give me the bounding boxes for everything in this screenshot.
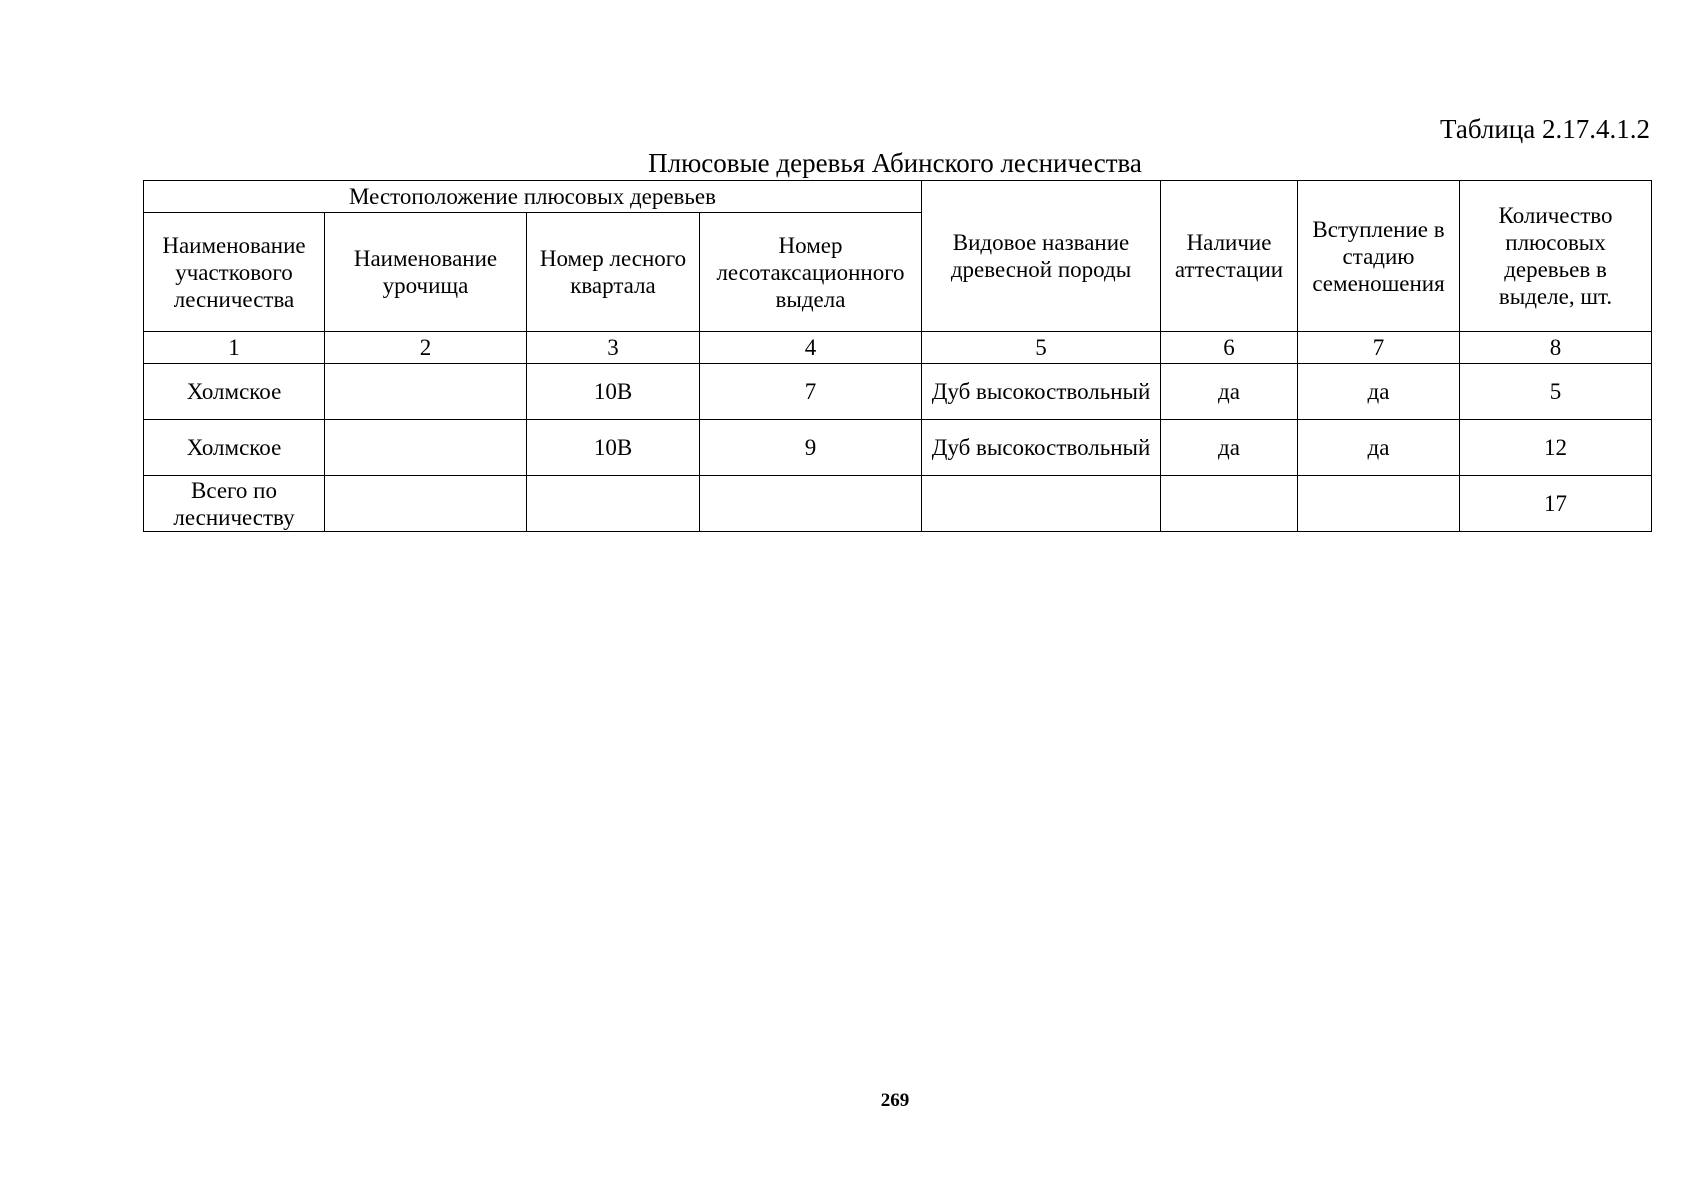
cell-tract [325, 364, 527, 420]
table-row [144, 420, 1652, 476]
cell-district: Холмское [144, 420, 325, 476]
column-number-row [144, 332, 1652, 364]
column-number: 4 [700, 332, 922, 364]
table-title: Плюсовые деревья Абинского лесничества [648, 148, 1142, 178]
header-tree-count: Количество плюсовых деревьев в выделе, шт. [1460, 181, 1652, 332]
table-row [144, 364, 1652, 420]
header-district-forestry: Наименование участкового лесничества [144, 213, 325, 332]
total-cell [1298, 476, 1460, 532]
cell-quarter: 10В [527, 420, 700, 476]
column-number: 2 [325, 332, 527, 364]
cell-attestation: да [1161, 364, 1298, 420]
cell-attestation: да [1161, 420, 1298, 476]
cell-district: Холмское [144, 364, 325, 420]
cell-count: 12 [1460, 420, 1652, 476]
total-cell [325, 476, 527, 532]
header-quarter-number: Номер лесного квартала [527, 213, 700, 332]
header-seed-stage: Вступление в стадию семеношения [1298, 181, 1460, 332]
cell-seed-stage: да [1298, 420, 1460, 476]
table-caption: Таблица 2.17.4.1.2 [1440, 114, 1650, 144]
column-number: 7 [1298, 332, 1460, 364]
cell-seed-stage: да [1298, 364, 1460, 420]
column-number: 3 [527, 332, 700, 364]
total-cell [527, 476, 700, 532]
total-row [144, 476, 1652, 532]
cell-species: Дуб высокоствольный [922, 420, 1161, 476]
total-cell [922, 476, 1161, 532]
column-number: 8 [1460, 332, 1652, 364]
header-attestation: Наличие аттестации [1161, 181, 1298, 332]
cell-count: 5 [1460, 364, 1652, 420]
cell-tract [325, 420, 527, 476]
header-allotment-number: Номер лесотаксационного выдела [700, 213, 922, 332]
total-count: 17 [1460, 476, 1652, 532]
page-number: 269 [880, 1090, 910, 1111]
cell-allotment: 9 [700, 420, 922, 476]
cell-species: Дуб высокоствольный [922, 364, 1161, 420]
plus-trees-table [143, 180, 1652, 532]
total-label: Всего по лесничеству [144, 476, 325, 532]
column-number: 5 [922, 332, 1161, 364]
column-number: 6 [1161, 332, 1298, 364]
header-location-group: Местоположение плюсовых деревьев [144, 181, 922, 213]
cell-allotment: 7 [700, 364, 922, 420]
column-number: 1 [144, 332, 325, 364]
total-cell [700, 476, 922, 532]
total-cell [1161, 476, 1298, 532]
header-species: Видовое название древесной породы [922, 181, 1161, 332]
header-tract: Наименование урочища [325, 213, 527, 332]
cell-quarter: 10В [527, 364, 700, 420]
